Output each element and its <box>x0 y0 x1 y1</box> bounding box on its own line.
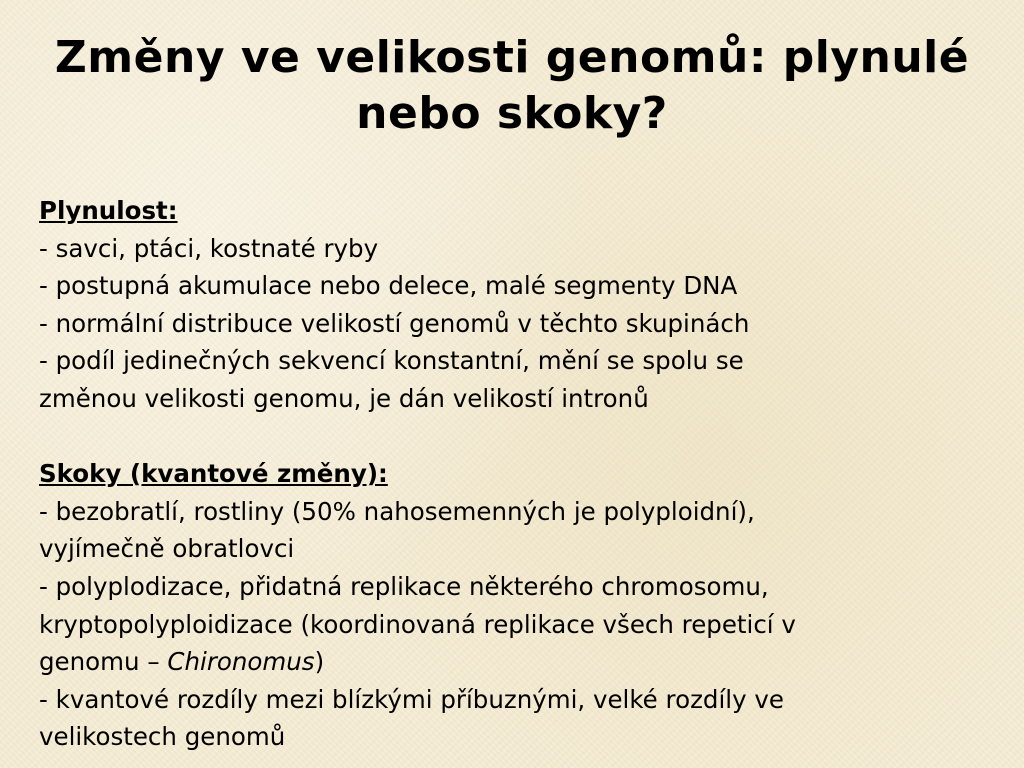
bullet-line-continuation <box>39 643 989 681</box>
bullet-line: - normální distribuce velikostí genomů v těchto skupinách <box>39 308 750 338</box>
section-heading-skoky: Skoky (kvantové změny): <box>39 459 388 489</box>
slide-body <box>39 192 989 756</box>
bullet-line-continuation: změnou velikosti genomu, je dán velikostí intronů <box>39 383 649 413</box>
genome-line-suffix: ) <box>314 647 325 677</box>
section-spacer <box>39 418 989 456</box>
bullet-line-continuation: vyjímečně obratlovci <box>39 534 295 564</box>
bullet-line: - bezobratlí, rostliny (50% nahosemenných je polyploidní), <box>39 496 755 526</box>
species-name-chironomus: Chironomus <box>167 647 315 677</box>
bullet-line: - postupná akumulace nebo delece, malé segmenty DNA <box>39 271 738 301</box>
bullet-line: - savci, ptáci, kostnaté ryby <box>39 233 379 263</box>
genome-line-prefix: genomu – <box>39 647 168 677</box>
slide-title <box>0 30 1024 142</box>
section-heading-plynulost: Plynulost: <box>39 196 178 225</box>
slide-title-line-1: Změny ve velikosti genomů: plynulé <box>54 32 970 83</box>
bullet-line: - podíl jedinečných sekvencí konstantní, mění se spolu se <box>39 346 744 376</box>
bullet-line-continuation: velikostech genomů <box>39 722 286 752</box>
bullet-line-continuation: kryptopolyploidizace (koordinovaná replikace všech repeticí v <box>39 609 796 639</box>
bullet-line: - kvantové rozdíly mezi blízkými příbuznými, velké rozdíly ve <box>39 684 784 714</box>
bullet-line: - polyplodizace, přidatná replikace některého chromosomu, <box>39 571 769 601</box>
slide-title-line-2: nebo skoky? <box>356 88 668 139</box>
